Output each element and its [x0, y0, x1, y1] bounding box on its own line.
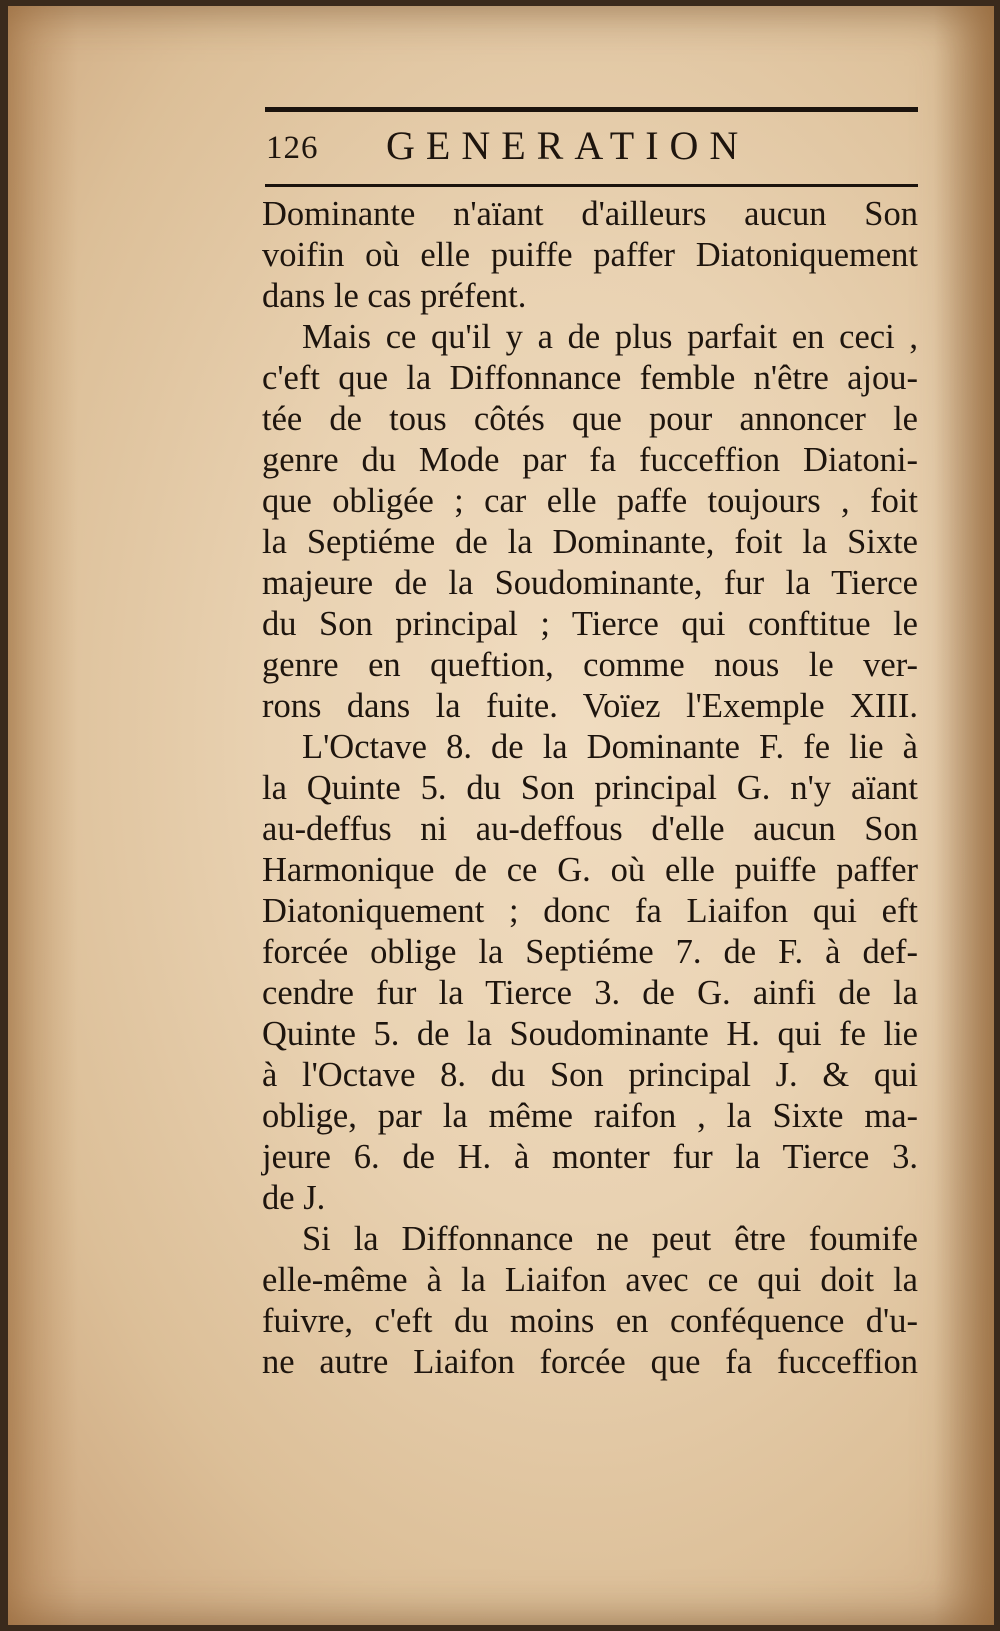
- header-top-rule: [265, 107, 918, 112]
- text-line: Diatoniquement ; donc fa Liaifon qui eft: [262, 892, 918, 930]
- body-text: [262, 194, 918, 1383]
- text-line: majeure de la Soudominante, fur la Tierce: [262, 564, 918, 602]
- text-line: genre en queftion, comme nous le ver-: [262, 646, 918, 684]
- text-line: de J.: [262, 1179, 326, 1217]
- header-bottom-rule: [265, 184, 918, 187]
- text-line: voifin où elle puiffe paffer Diatoniquement: [262, 236, 918, 274]
- text-line: la Septiéme de la Dominante, foit la Sixte: [262, 523, 918, 561]
- page-header: [266, 122, 916, 172]
- text-line: L'Octave 8. de la Dominante F. fe lie à: [302, 728, 918, 766]
- book-page: [8, 6, 994, 1625]
- text-line: la Quinte 5. du Son principal G. n'y aïant: [262, 769, 918, 807]
- text-line: jeure 6. de H. à monter fur la Tierce 3.: [262, 1138, 918, 1176]
- text-line: du Son principal ; Tierce qui conftitue le: [262, 605, 918, 643]
- text-line: rons dans la fuite. Voïez l'Exemple XIII.: [262, 687, 918, 725]
- text-line: au-deffus ni au-deffous d'elle aucun Son: [262, 810, 918, 848]
- text-line: tée de tous côtés que pour annoncer le: [262, 400, 918, 438]
- text-line: forcée oblige la Septiéme 7. de F. à def-: [262, 933, 918, 971]
- text-line: c'eft que la Diffonnance femble n'être ajou-: [262, 359, 918, 397]
- running-head: GENERATION: [386, 123, 750, 168]
- text-line: Quinte 5. de la Soudominante H. qui fe lie: [262, 1015, 918, 1053]
- text-line: que obligée ; car elle paffe toujours , foit: [262, 482, 918, 520]
- text-line: oblige, par la même raifon , la Sixte ma-: [262, 1097, 918, 1135]
- text-line: Harmonique de ce G. où elle puiffe paffer: [262, 851, 918, 889]
- text-line: Mais ce qu'il y a de plus parfait en ceci ,: [302, 318, 918, 356]
- text-line: Dominante n'aïant d'ailleurs aucun Son: [262, 195, 918, 233]
- page-number: 126: [266, 130, 319, 166]
- text-line: elle-même à la Liaifon avec ce qui doit la: [262, 1261, 918, 1299]
- text-line: genre du Mode par fa fucceffion Diatoni-: [262, 441, 918, 479]
- text-line: Si la Diffonnance ne peut être foumife: [302, 1220, 918, 1258]
- text-line: fuivre, c'eft du moins en conféquence d'u-: [262, 1302, 918, 1340]
- text-line: ne autre Liaifon forcée que fa fucceffion: [262, 1343, 918, 1381]
- text-line: cendre fur la Tierce 3. de G. ainfi de la: [262, 974, 918, 1012]
- text-line: dans le cas préfent.: [262, 277, 527, 315]
- text-line: à l'Octave 8. du Son principal J. & qui: [262, 1056, 918, 1094]
